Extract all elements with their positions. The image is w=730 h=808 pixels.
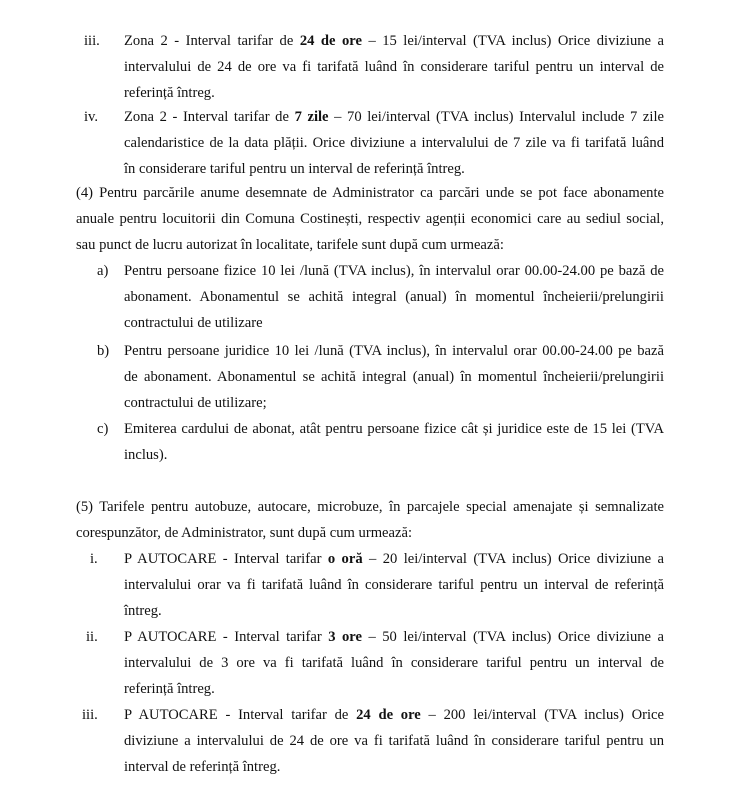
list-marker: i. xyxy=(90,551,98,567)
text-line: contractului de utilizare; xyxy=(124,395,267,411)
text-line: P AUTOCARE - Interval tarifar de 24 de ore – 200 lei/interval (TVA inclus) Orice xyxy=(124,707,664,723)
text-line: inclus). xyxy=(124,447,168,463)
text-line: interval de referință întreg. xyxy=(124,759,281,775)
text-line: P AUTOCARE - Interval tarifar o oră – 20 lei/interval (TVA inclus) Orice diviziune a xyxy=(124,551,664,567)
text-line: anuale pentru locuitorii din Comuna Costinești, respectiv agenții economici care au sediul social, xyxy=(76,211,664,227)
list-marker: c) xyxy=(97,421,109,437)
text-line: referință întreg. xyxy=(124,681,215,697)
text-line: Emiterea cardului de abonat, atât pentru persoane fizice cât și juridice este de 15 lei (TVA xyxy=(124,421,664,437)
text-line: Zona 2 - Interval tarifar de 24 de ore – 15 lei/interval (TVA inclus) Orice diviziune a xyxy=(124,33,664,49)
text-line: calendaristice de la data plății. Orice diviziune a intervalului de 7 zile va fi tarifată luând xyxy=(124,135,664,151)
text-line: sau punct de lucru autorizat în localitate, tarifele sunt după cum urmează: xyxy=(76,237,504,253)
list-marker: a) xyxy=(97,263,109,279)
text-line: diviziune a intervalului de 24 de ore va fi tarifată luând în considerare tariful pentru un xyxy=(124,733,664,749)
text-line: contractului de utilizare xyxy=(124,315,263,331)
text-line: referință întreg. xyxy=(124,85,215,101)
text-line: intervalului de 3 ore va fi tarifată luând în considerare tariful pentru un interval de xyxy=(124,655,664,671)
text-line: P AUTOCARE - Interval tarifar 3 ore – 50 lei/interval (TVA inclus) Orice diviziune a xyxy=(124,629,664,645)
text-line: Zona 2 - Interval tarifar de 7 zile – 70 lei/interval (TVA inclus) Intervalul include 7 zile xyxy=(124,109,664,125)
text-line: Pentru persoane juridice 10 lei /lună (TVA inclus), în intervalul orar 00.00-24.00 pe bază xyxy=(124,343,664,359)
text-line: Pentru persoane fizice 10 lei /lună (TVA inclus), în intervalul orar 00.00-24.00 pe bază de xyxy=(124,263,664,279)
list-marker: iv. xyxy=(84,109,99,125)
text-line: corespunzător, de Administrator, sunt după cum urmează: xyxy=(76,525,413,541)
paragraph-5 xyxy=(76,494,664,546)
text-line: (5) Tarifele pentru autobuze, autocare, microbuze, în parcajele special amenajate și semnalizate xyxy=(76,499,664,515)
list-marker: ii. xyxy=(86,629,98,645)
text-line: abonament. Abonamentul se achită integral (anual) în momentul încheierii/prelungirii xyxy=(124,289,664,305)
text-line: (4) Pentru parcările anume desemnate de Administrator ca parcări unde se pot face abonamente xyxy=(76,185,664,201)
text-line: de abonament. Abonamentul se achită integral (anual) în momentul încheierii/prelungirii xyxy=(124,369,664,385)
paragraph-4 xyxy=(76,180,664,258)
text-line: întreg. xyxy=(124,603,162,619)
list-marker: iii. xyxy=(82,707,98,723)
text-line: intervalului orar va fi tarifată luând în considerare tariful pentru un interval de referință xyxy=(124,577,664,593)
text-line: în considerare tariful pentru un interval de referință întreg. xyxy=(124,161,465,177)
list-marker: b) xyxy=(97,343,110,359)
list-marker: iii. xyxy=(84,33,100,49)
text-line: intervalului de 24 de ore va fi tarifată luând în considerare tariful pentru un interval de xyxy=(124,59,664,75)
